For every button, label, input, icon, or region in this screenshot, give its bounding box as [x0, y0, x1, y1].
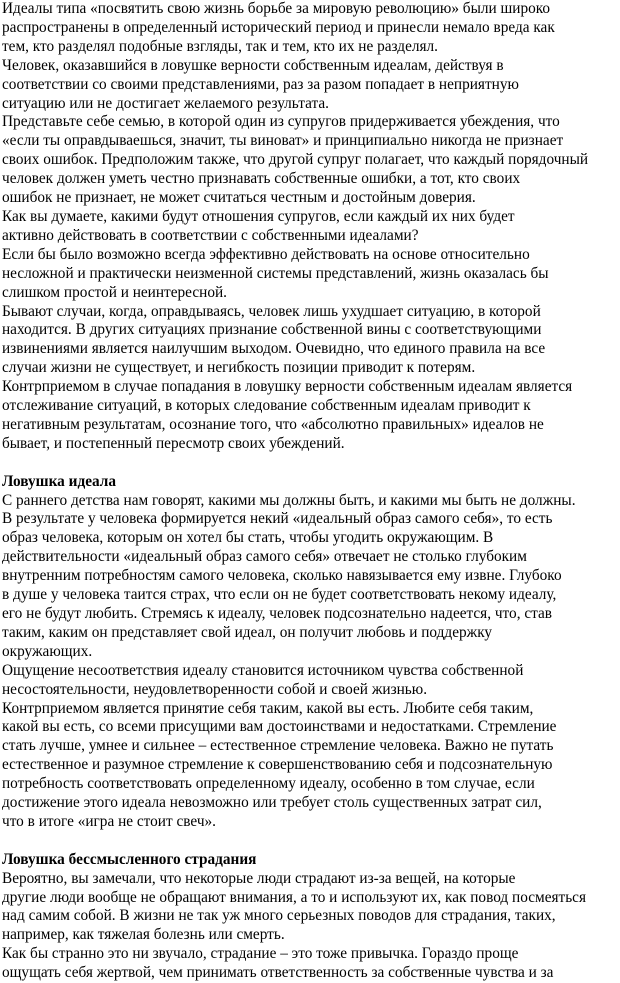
paragraph	[2, 246, 616, 303]
text-line: С раннего детства нам говорят, какими мы должны быть, и какими мы быть не должны.	[2, 491, 576, 509]
text-line: Вероятно, вы замечали, что некоторые люди страдают из-за вещей, на которые	[2, 869, 516, 887]
text-line: действительности «идеальный образ самого себя» отвечает не столько глубоким	[2, 548, 527, 566]
paragraph	[2, 378, 616, 454]
text-line: Контрприемом является принятие себя таким, какой вы есть. Любите себя таким,	[2, 699, 534, 717]
text-line: Если бы было возможно всегда эффективно действовать на основе относительно	[2, 245, 530, 263]
text-line: Как вы думаете, какими будут отношения супругов, если каждый их них будет	[2, 207, 515, 225]
text-line: несложной и практически неизменной системы представлений, жизнь оказалась бы	[2, 264, 549, 282]
paragraph	[2, 0, 616, 57]
paragraph	[2, 662, 616, 700]
text-line: стать лучше, умнее и сильнее – естественное стремление человека. Важно не путать	[2, 737, 554, 755]
text-line: над самим собой. В жизни не так уж много серьезных поводов для страдания, таких,	[2, 907, 556, 925]
paragraph	[2, 208, 616, 246]
paragraph	[2, 700, 616, 832]
text-line: «если ты оправдываешься, значит, ты виноват» и принципиально никогда не признает	[2, 132, 564, 150]
text-line: соответствии со своими представлениями, раз за разом попадает в неприятную	[2, 75, 519, 93]
text-line: его не будут любить. Стремясь к идеалу, человек подсознательно надеется, что, став	[2, 604, 553, 622]
text-line: другие люди вообще не обращают внимания, а то и используют их, как повод посмеяться	[2, 888, 587, 906]
text-line: негативным результатам, осознание того, что «абсолютно правильных» идеалов не	[2, 415, 544, 433]
text-line: Ощущение несоответствия идеалу становится источником чувства собственной	[2, 661, 524, 679]
text-line: своих ошибок. Предположим также, что другой супруг полагает, что каждый порядочный	[2, 151, 589, 169]
section-heading	[2, 473, 616, 492]
paragraph	[2, 870, 616, 946]
text-line: тем, кто разделял подобные взгляды, так и тем, кто их не разделял.	[2, 37, 438, 55]
paragraph	[2, 492, 616, 662]
text-line: Представьте себе семью, в которой один из супругов придерживается убеждения, что	[2, 113, 560, 131]
text-line: бывает, и постепенный пересмотр своих убеждений.	[2, 434, 345, 452]
text-line: ошибок не признает, не может считаться честным и достойным доверия.	[2, 189, 476, 207]
text-line: извинениями является наилучшим выходом. Очевидно, что единого правила на все	[2, 340, 546, 358]
paragraph	[2, 57, 616, 114]
text-line: Ловушка идеала	[2, 472, 116, 490]
text-line: несостоятельности, неудовлетворенности собой и своей жизнью.	[2, 680, 428, 698]
paragraph	[2, 303, 616, 379]
text-line: Ловушка бессмысленного страдания	[2, 850, 257, 868]
text-line: В результате у человека формируется некий «идеальный образ самого себя», то есть	[2, 510, 553, 528]
text-line: Идеалы типа «посвятить свою жизнь борьбе за мировую революцию» были широко	[2, 0, 551, 17]
text-line: ситуацию или не достигает желаемого результата.	[2, 94, 329, 112]
text-line: таким, каким он представляет свой идеал, он получит любовь и поддержку	[2, 623, 493, 641]
text-line: внутренним потребностям самого человека, сколько навязывается ему извне. Глубоко	[2, 567, 562, 585]
paragraph	[2, 113, 616, 208]
text-line: Человек, оказавшийся в ловушке верности собственным идеалам, действуя в	[2, 56, 504, 74]
text-line: что в итоге «игра не стоит свеч».	[2, 812, 216, 830]
text-line: слишком простой и неинтересной.	[2, 283, 227, 301]
text-line: Бывают случаи, когда, оправдываясь, человек лишь ухудшает ситуацию, в которой	[2, 302, 541, 320]
text-line: образ человека, которым он хотел бы стать, чтобы угодить окружающим. В	[2, 529, 494, 547]
text-line: например, как тяжелая болезнь или смерть.	[2, 926, 285, 944]
paragraph	[2, 945, 616, 983]
text-line: ощущать себя жертвой, чем принимать ответственность за собственные чувства и за	[2, 964, 554, 982]
text-line: отслеживание ситуаций, в которых следование собственным идеалам приводит к	[2, 397, 531, 415]
text-line: естественное и разумное стремление к совершенствованию себя и подсознательную	[2, 756, 553, 774]
text-line: потребность соответствовать определенному идеалу, особенно в том случае, если	[2, 775, 535, 793]
text-line: случаи жизни не существует, и негибкость позиции приводит к потерям.	[2, 359, 476, 377]
text-line: Как бы странно это ни звучало, страдание – это тоже привычка. Гораздо проще	[2, 945, 519, 963]
text-line: достижение этого идеала невозможно или требует столь существенных затрат сил,	[2, 794, 542, 812]
section-heading	[2, 851, 616, 870]
text-line: какой вы есть, со всеми присущими вам достоинствами и недостатками. Стремление	[2, 718, 557, 736]
text-line: в душе у человека таится страх, что если он не будет соответствовать некому идеалу,	[2, 586, 557, 604]
text-line: окружающих.	[2, 642, 93, 660]
text-line: Контрприемом в случае попадания в ловушку верности собственным идеалам является	[2, 378, 573, 396]
text-line: распространены в определенный исторический период и принесли немало вреда как	[2, 18, 555, 36]
text-line: активно действовать в соответствии с собственными идеалами?	[2, 226, 419, 244]
text-line: человек должен уметь честно признавать собственные ошибки, а тот, кто своих	[2, 170, 521, 188]
text-line: находится. В других ситуациях признание собственной вины с соответствующими	[2, 321, 542, 339]
